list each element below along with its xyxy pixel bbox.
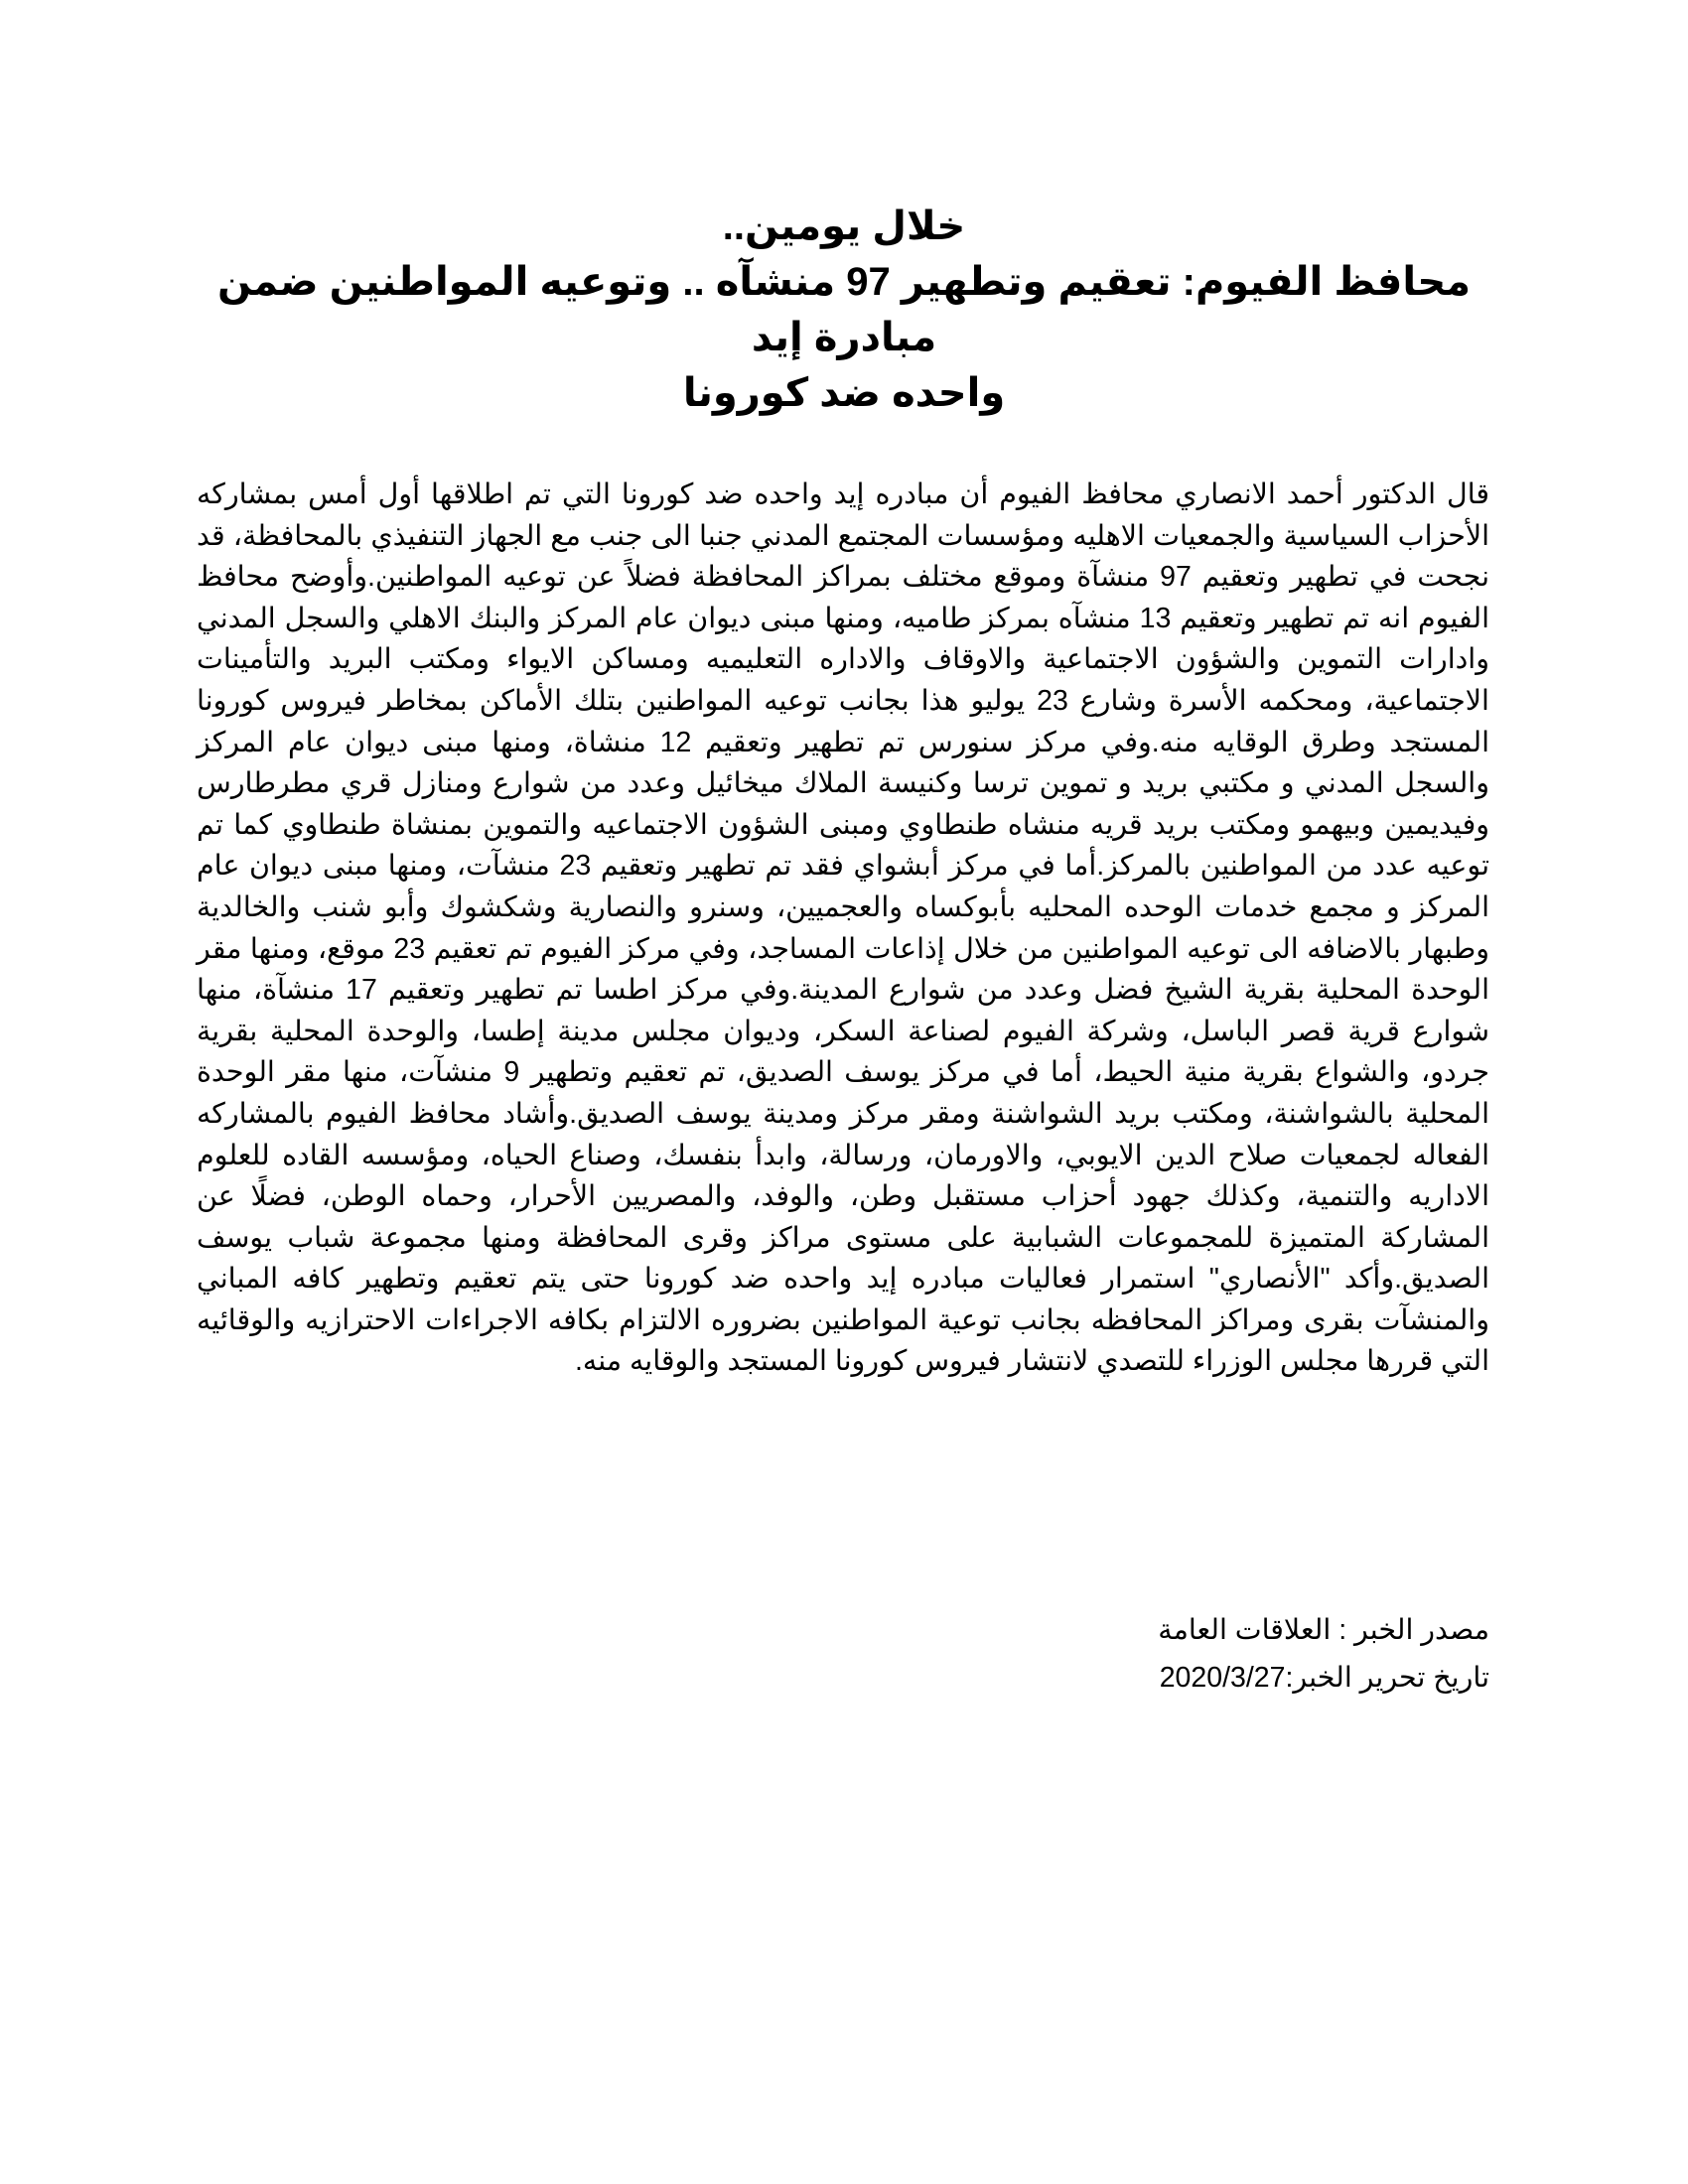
headline-main-line-2: واحده ضد كورونا — [682, 371, 1006, 415]
news-source: مصدر الخبر : العلاقات العامة — [1158, 1614, 1489, 1646]
headline-kicker: خلال يومين.. — [722, 205, 966, 248]
article-body: قال الدكتور أحمد الانصاري محافظ الفيوم أن مبادره إيد واحده ضد كورونا التي تم اطلاقها أول أمس بمشاركه الأحزاب السياسية والجمعيات الاهليه ومؤسسات المجتمع المدني جنبا الى جنب مع الجهاز التنفيذي بالمحافظة، قد نجحت في تطهير وتعقيم 97 منشآة وموقع مختلف بمراكز المحافظة فضلاً عن توعيه المواطنين.وأوضح محافظ الفيوم انه تم تطهير وتعقيم 13 منشآه بمركز طاميه، ومنها مبنى ديوان عام المركز والبنك الاهلي والسجل المدني وادارات التموين والشؤون الاجتماعية والاوقاف والاداره التعليميه ومساكن الايواء ومكتب البريد والتأمينات الاجتماعية، ومحكمه الأسرة وشارع 23 يوليو هذا بجانب توعيه المواطنين بتلك الأماكن بمخاطر فيروس كورونا المستجد وطرق الوقايه منه.وفي مركز سنورس تم تطهير وتعقيم 12 منشاة، ومنها مبنى ديوان عام المركز والسجل المدني و مكتبي بريد و تموين ترسا وكنيسة الملاك ميخائيل وعدد من شوارع ومنازل قري مطرطارس وفيديمين وبيهمو ومكتب بريد قريه منشاه طنطاوي ومبنى الشؤون الاجتماعيه والتموين بمنشاة طنطاوي كما تم توعيه عدد من المواطنين بالمركز.أما في مركز أبشواي فقد تم تطهير وتعقيم 23 منشآت، ومنها مبنى ديوان عام المركز و مجمع خدمات الوحده المحليه بأبوكساه والعجميين، وسنرو والنصارية وشكشوك وأبو شنب والخالدية وطبهار بالاضافه الى توعيه المواطنين من خلال إذاعات المساجد، وفي مركز الفيوم تم تعقيم 23 موقع، ومنها مقر الوحدة المحلية بقرية الشيخ فضل وعدد من شوارع المدينة.وفي مركز اطسا تم تطهير وتعقيم 17 منشآة، منها شوارع قرية قصر الباسل، وشركة الفيوم لصناعة السكر، وديوان مجلس مدينة إطسا، والوحدة المحلية بقرية جردو، والشواع بقرية منية الحيط، أما في مركز يوسف الصديق، تم تعقيم وتطهير 9 منشآت، منها مقر الوحدة المحلية بالشواشنة، ومكتب بريد الشواشنة ومقر مركز ومدينة يوسف الصديق.وأشاد محافظ الفيوم بالمشاركه الفعاله لجمعيات صلاح الدين الايوبي، والاورمان، ورسالة، وابدأ بنفسك، وصناع الحياه، ومؤسسه القاده للعلوم الاداريه والتنمية، وكذلك جهود أحزاب مستقبل وطن، والوفد، والمصريين الأحرار، وحماه الوطن، فضلًا عن المشاركة المتميزة للمجموعات الشبابية على مستوى مراكز وقرى المحافظة ومنها مجموعة شباب يوسف الصديق.وأكد "الأنصاري" استمرار فعاليات مبادره إيد واحده ضد كورونا حتى يتم تعقيم وتطهير كافه المباني والمنشآت بقرى ومراكز المحافظه بجانب توعية المواطنين بضروره الالتزام بكافه الاجراءات الاحترازيه والوقائيه التي قررها مجلس الوزراء للتصدي لانتشار فيروس كورونا المستجد والوقايه منه. — [197, 478, 1490, 1378]
edit-date: تاريخ تحرير الخبر:2020/3/27 — [1159, 1662, 1489, 1694]
headline-main-line-1: محافظ الفيوم: تعقيم وتطهير 97 منشآه .. وتوعيه المواطنين ضمن مبادرة إيد — [217, 260, 1471, 359]
headline — [199, 199, 1489, 421]
article-footer — [197, 1606, 1489, 1702]
